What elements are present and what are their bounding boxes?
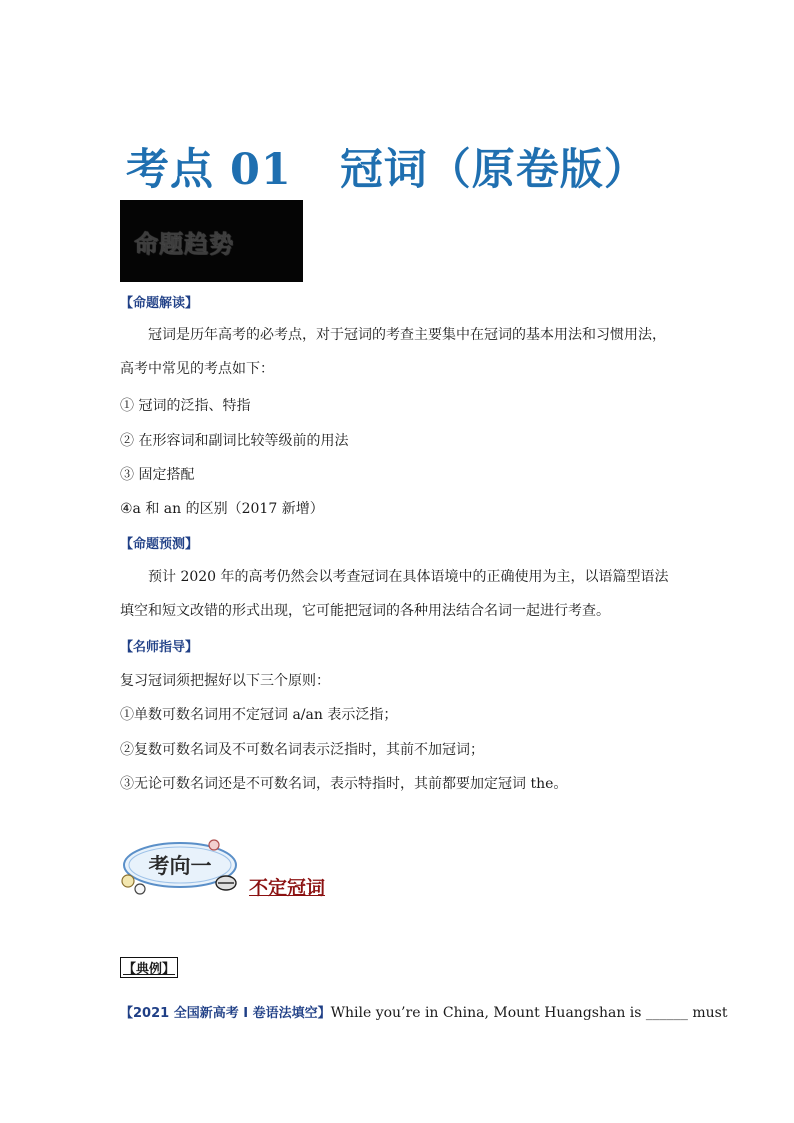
section-heading-forecast: 【命题预测】 — [120, 537, 199, 552]
reading-item-1: ① 冠词的泛指、特指 — [120, 398, 251, 414]
section-heading-guide: 【名师指导】 — [120, 640, 199, 655]
reading-item-3: ③ 固定搭配 — [120, 467, 195, 483]
page-title — [126, 140, 726, 200]
topic-badge-text: 考向一 — [148, 853, 212, 878]
topic-badge-graphic — [118, 835, 246, 899]
guide-item-3: ③无论可数名词还是不可数名词，表示特指时，其前都要加定冠词 the。 — [120, 776, 568, 792]
example-question — [120, 1002, 728, 1021]
title-part-2: 冠词（原卷版） — [339, 145, 648, 195]
reading-item-4: ④a 和 an 的区别（2017 新增） — [120, 501, 324, 517]
example-text: While you’re in China, Mount Huangshan is ______ must — [330, 1005, 728, 1021]
section-heading-reading: 【命题解读】 — [120, 296, 199, 311]
topic-title: 不定冠词 — [249, 877, 326, 899]
reading-paragraph: 冠词是历年高考的必考点，对于冠词的考查主要集中在冠词的基本用法和习惯用法，高考中常见的考点如下： — [120, 327, 666, 377]
guide-item-1: ①单数可数名词用不定冠词 a/an 表示泛指； — [120, 707, 398, 723]
example-tag: 【典例】 — [120, 957, 178, 978]
title-part-1: 考点 01 — [126, 145, 292, 195]
example-source: 【2021 全国新高考 I 卷语法填空】 — [120, 1006, 331, 1021]
guide-item-2: ②复数可数名词及不可数名词表示泛指时，其前不加冠词； — [120, 742, 484, 758]
guide-intro: 复习冠词须把握好以下三个原则： — [120, 673, 330, 689]
trend-banner-label: 命题趋势 — [134, 229, 234, 258]
trend-banner — [120, 200, 303, 282]
forecast-paragraph: 预计 2020 年的高考仍然会以考查冠词在具体语境中的正确使用为主，以语篇型语法填空和短文改错的形式出现，它可能把冠词的各种用法结合名词一起进行考查。 — [120, 569, 669, 619]
reading-item-2: ② 在形容词和副词比较等级前的用法 — [120, 433, 349, 449]
